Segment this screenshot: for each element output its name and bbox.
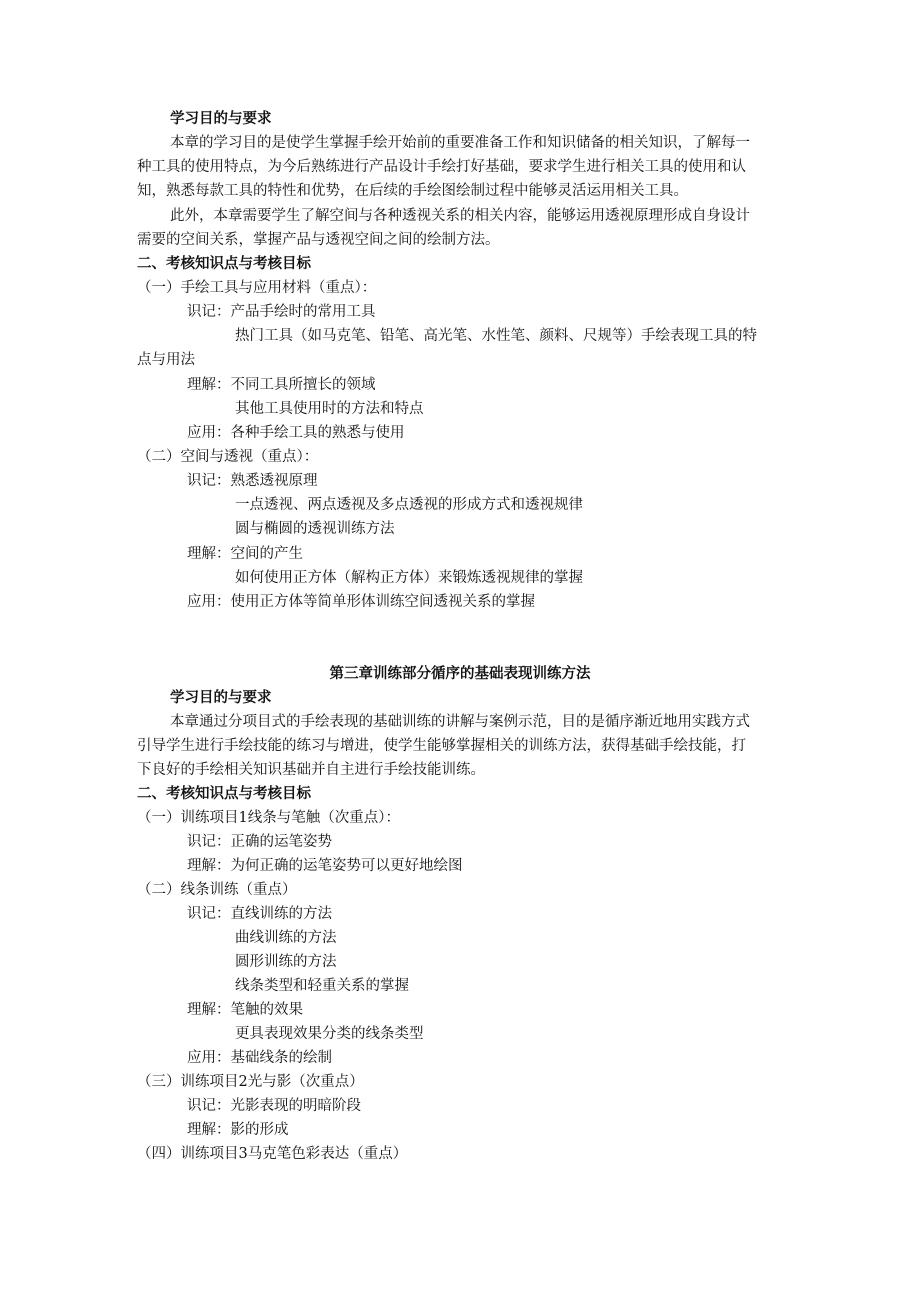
item-line: 应用：使用正方体等简单形体训练空间透视关系的掌握 — [187, 594, 535, 610]
item-line: 曲线训练的方法 — [235, 930, 337, 946]
item-title: （四）训练项目3马克笔色彩表达（重点） — [137, 1146, 408, 1162]
paragraph-line: 本章的学习目的是使学生掌握手绘开始前的重要准备工作和知识储备的相关知识，了解每一 — [170, 135, 750, 151]
item-line: 应用：基础线条的绘制 — [187, 1050, 332, 1066]
item-line: 应用：各种手绘工具的熟悉与使用 — [187, 425, 405, 441]
item-line: 理解：不同工具所擅长的领域 — [187, 377, 376, 393]
paragraph-line: 种工具的使用特点，为今后熟练进行产品设计手绘打好基础，要求学生进行相关工具的使用和认 — [137, 159, 746, 175]
learning-objectives-heading: 学习目的与要求 — [170, 110, 272, 127]
exam-points-heading: 二、考核知识点与考核目标 — [137, 255, 311, 272]
paragraph-line: 需要的空间关系，掌握产品与透视空间之间的绘制方法。 — [137, 232, 500, 248]
item-line: 其他工具使用时的方法和特点 — [235, 401, 424, 417]
item-line: 理解：为何正确的运笔姿势可以更好地绘图 — [187, 858, 463, 874]
item-line: 线条类型和轻重关系的掌握 — [235, 978, 409, 994]
paragraph-line: 本章通过分项目式的手绘表现的基础训练的讲解与案例示范，目的是循序渐近地用实践方式 — [170, 714, 750, 730]
item-line: 识记：直线训练的方法 — [187, 906, 332, 922]
item-line: 圆形训练的方法 — [235, 954, 337, 970]
exam-points-heading: 二、考核知识点与考核目标 — [137, 785, 311, 802]
item-line: 更具表现效果分类的线条类型 — [235, 1026, 424, 1042]
item-line: 点与用法 — [137, 352, 195, 368]
item-line: 识记：产品手绘时的常用工具 — [187, 304, 376, 320]
paragraph-line: 引导学生进行手绘技能的练习与增进，使学生能够掌握相关的训练方法，获得基础手绘技能，打 — [137, 738, 746, 754]
learning-objectives-heading: 学习目的与要求 — [170, 689, 272, 706]
item-title: （二）空间与透视（重点）： — [137, 449, 319, 465]
item-line: 识记：熟悉透视原理 — [187, 473, 318, 489]
item-line: 理解：影的形成 — [187, 1122, 289, 1138]
paragraph-line: 知，熟悉每款工具的特性和优势，在后续的手绘图绘制过程中能够灵活运用相关工具。 — [137, 183, 688, 199]
item-line: 理解：笔触的效果 — [187, 1002, 303, 1018]
item-line: 识记：光影表现的明暗阶段 — [187, 1098, 361, 1114]
item-title: （一）训练项目1线条与笔触（次重点）： — [137, 810, 400, 826]
item-line: 热门工具（如马克笔、铅笔、高光笔、水性笔、颜料、尺规等）手绘表现工具的特 — [235, 328, 757, 344]
item-line: 如何使用正方体（解构正方体）来锻炼透视规律的掌握 — [235, 570, 583, 586]
item-title: （二）线条训练（重点） — [137, 882, 297, 898]
item-line: 圆与椭圆的透视训练方法 — [235, 521, 395, 537]
paragraph-line: 此外，本章需要学生了解空间与各种透视关系的相关内容，能够运用透视原理形成自身设计 — [170, 208, 750, 224]
item-title: （三）训练项目2光与影（次重点） — [137, 1074, 364, 1090]
item-line: 识记：正确的运笔姿势 — [187, 834, 332, 850]
item-title: （一）手绘工具与应用材料（重点）： — [137, 280, 377, 296]
chapter-title: 第三章训练部分循序的基础表现训练方法 — [329, 665, 591, 682]
item-line: 理解：空间的产生 — [187, 546, 303, 562]
item-line: 一点透视、两点透视及多点透视的形成方式和透视规律 — [235, 497, 583, 513]
paragraph-line: 下良好的手绘相关知识基础并自主进行手绘技能训练。 — [137, 762, 485, 778]
